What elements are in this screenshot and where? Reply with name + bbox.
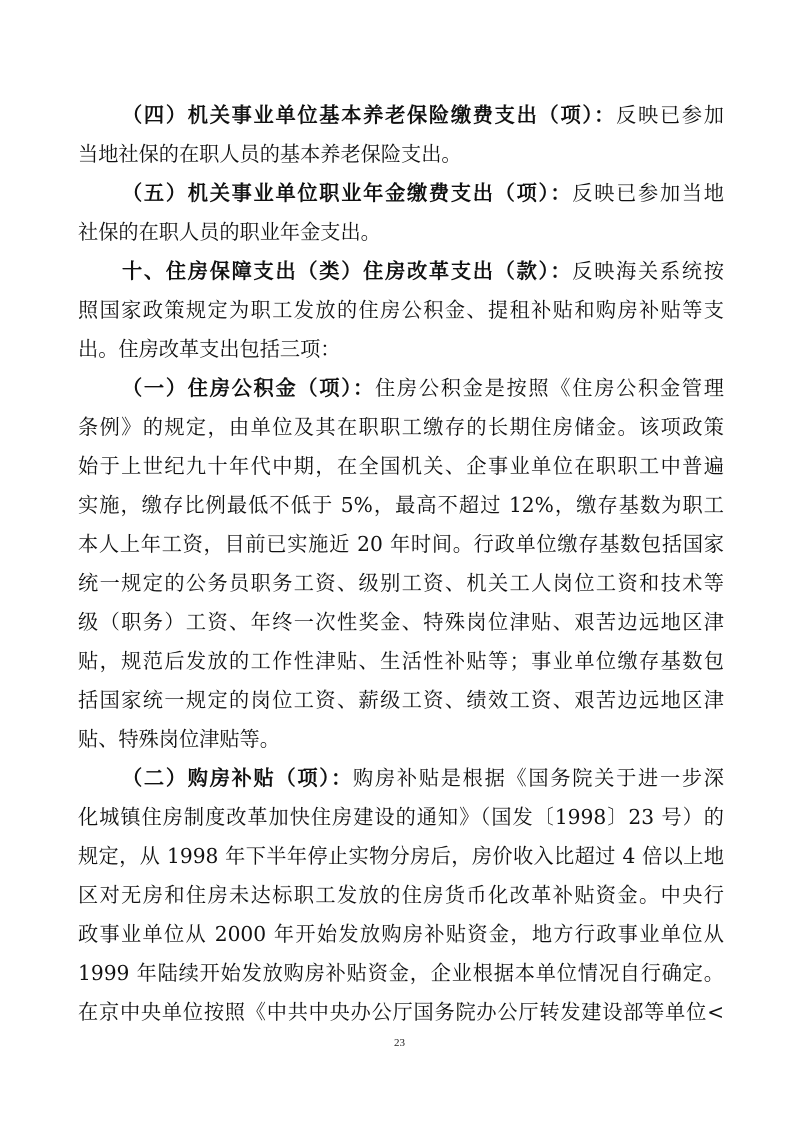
paragraph-line: 规定，从 1998 年下半年停止实物分房后，房价收入比超过 4 倍以上地 [78, 844, 724, 868]
paragraph-line: 1999 年陆续开始发放购房补贴资金，企业根据本单位情况自行确定。 [78, 961, 724, 985]
paragraph-line: 化城镇住房制度改革加快住房建设的通知》（国发〔1998〕23 号）的 [78, 805, 724, 829]
paragraph-line: 当地社保的在职人员的基本养老保险支出。 [78, 142, 462, 166]
paragraph-line: 区对无房和住房未达标职工发放的住房货币化改革补贴资金。中央行 [78, 883, 724, 907]
body-text [78, 96, 724, 1032]
paragraph-line: 级（职务）工资、年终一次性奖金、特殊岗位津贴、艰苦边远地区津 [78, 610, 724, 634]
paragraph-line [78, 96, 724, 135]
paragraph-pension-insurance [78, 96, 724, 174]
paragraph-line [78, 759, 724, 798]
paragraph-occupational-annuity [78, 174, 724, 252]
paragraph-line: 在京中央单位按照《中共中央办公厅国务院办公厅转发建设部等单位< [78, 1000, 724, 1024]
text-span: 反映海关系统按 [572, 259, 724, 283]
paragraph-line [78, 174, 724, 213]
paragraph-line: 本人上年工资，目前已实施近 20 年时间。行政单位缴存基数包括国家 [78, 532, 724, 556]
text-span: 反映已参加 [616, 103, 724, 127]
paragraph-line: 政事业单位从 2000 年开始发放购房补贴资金，地方行政事业单位从 [78, 922, 724, 946]
paragraph-line: 贴，规范后发放的工作性津贴、生活性补贴等；事业单位缴存基数包 [78, 649, 724, 673]
item-heading: （二）购房补贴（项）： [122, 766, 354, 790]
page-number: 23 [394, 1037, 405, 1049]
paragraph-line: 始于上世纪九十年代中期，在全国机关、企事业单位在职职工中普遍 [78, 454, 724, 478]
text-span: 反映已参加当地 [572, 181, 724, 205]
paragraph-line: 贴、特殊岗位津贴等。 [78, 727, 280, 751]
paragraph-line: 社保的在职人员的职业年金支出。 [78, 220, 381, 244]
paragraph-line: 照国家政策规定为职工发放的住房公积金、提租补贴和购房补贴等支 [78, 298, 724, 322]
paragraph-line [78, 369, 724, 408]
paragraph-housing-reform [78, 252, 724, 369]
item-heading: 十、住房保障支出（类）住房改革支出（款）： [122, 259, 573, 283]
item-heading: （五）机关事业单位职业年金缴费支出（项）： [122, 181, 573, 205]
paragraph-line: 出。住房改革支出包括三项： [78, 337, 341, 361]
paragraph-line: 条例》的规定，由单位及其在职职工缴存的长期住房储金。该项政策 [78, 415, 724, 439]
paragraph-line: 实施，缴存比例最低不低于 5%，最高不超过 12%，缴存基数为职工 [78, 493, 724, 517]
text-span: 住房公积金是按照《住房公积金管理 [374, 376, 724, 400]
paragraph-home-purchase-subsidy [78, 759, 724, 1032]
paragraph-line: 统一规定的公务员职务工资、级别工资、机关工人岗位工资和技术等 [78, 571, 724, 595]
paragraph-housing-provident-fund [78, 369, 724, 759]
text-span: 购房补贴是根据《国务院关于进一步深 [353, 766, 724, 790]
paragraph-line [78, 252, 724, 291]
item-heading: （一）住房公积金（项）： [122, 376, 375, 400]
item-heading: （四）机关事业单位基本养老保险缴费支出（项）： [122, 103, 617, 127]
paragraph-line: 括国家统一规定的岗位工资、薪级工资、绩效工资、艰苦边远地区津 [78, 688, 724, 712]
